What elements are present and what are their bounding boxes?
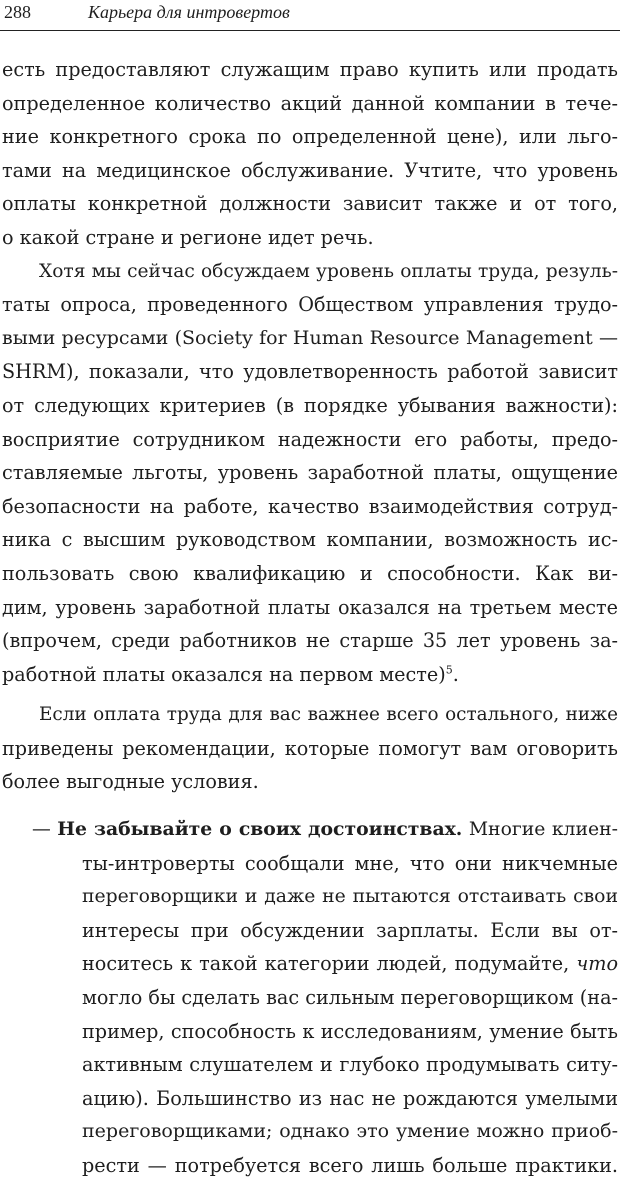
paragraph-2	[2, 255, 618, 692]
text-line: Хотя мы сейчас обсуждаем уровень оплаты труда, резуль-	[39, 260, 618, 282]
text-span: Многие клиен-	[462, 819, 618, 841]
em-dash: —	[32, 819, 58, 841]
text-line: активным слушателем и глубоко продумывать ситу-	[82, 1053, 618, 1077]
text-line: переговорщики и даже не пытаются отстаивать свои	[82, 886, 618, 908]
text-line: приведены рекомендации, которые помогут вам оговорить	[2, 736, 618, 760]
text-line	[2, 947, 618, 981]
text-line: SHRM), показали, что удовлетворенность работой зависит	[2, 360, 618, 384]
text-line: таты опроса, проведенного Обществом управления трудо-	[2, 293, 618, 317]
bold-lead: Не забывайте о своих достоинствах.	[57, 818, 463, 841]
text-line: ставляемые льготы, уровень заработной платы, ощущение	[2, 461, 618, 485]
page-number: 288	[4, 2, 31, 22]
text-line: интересы при обсуждении зарплаты. Если вы от-	[82, 918, 618, 942]
text-line: ты-интроверты сообщали мне, что они никчемные	[82, 851, 618, 875]
italic-word: что	[576, 952, 618, 976]
footnote-marker: 5	[445, 663, 453, 677]
text-line: дим, уровень заработной платы оказался на третьем месте	[2, 595, 618, 619]
text-line: пользовать свою квалификацию и способности. Как ви-	[2, 561, 618, 585]
running-title: Карьера для интровертов	[88, 2, 290, 22]
text-line: о какой стране и регионе идет речь.	[2, 225, 374, 249]
text-line: восприятие сотрудником надежности его работы, предо-	[2, 427, 618, 451]
text-span: носитесь к такой категории людей, подумайте,	[82, 952, 577, 976]
page-header	[0, 0, 620, 31]
text-line: рести — потребуется всего лишь больше практики.	[82, 1154, 618, 1177]
text-line: ние конкретного срока по определенной цене), или льго-	[2, 125, 618, 149]
list-item	[2, 813, 618, 1183]
text-line: есть предоставляют служащим право купить или продать	[2, 58, 618, 81]
text-line	[2, 813, 618, 847]
text-line: ацию). Большинство из нас не рождаются умелыми	[82, 1086, 618, 1110]
text-line: (впрочем, среди работников не старше 35 лет уровень за-	[2, 629, 618, 653]
paragraph-1	[2, 53, 618, 255]
text-line: определенное количество акций данной компании в тече-	[2, 91, 618, 115]
text-span: работной платы оказался на первом месте)	[2, 662, 446, 686]
text-line: оплаты конкретной должности зависит также и от того,	[2, 192, 618, 216]
text-line	[2, 658, 618, 692]
text-line: Если оплата труда для вас важнее всего остального, ниже	[39, 704, 618, 726]
text-line: от следующих критериев (в порядке убывания важности):	[2, 393, 618, 417]
text-line: безопасности на работе, качество взаимодействия сотруд-	[2, 494, 618, 518]
text-line: более выгодные условия.	[2, 770, 259, 794]
text-span: .	[452, 662, 459, 686]
text-line: могло бы сделать вас сильным переговорщиком (на-	[82, 986, 618, 1010]
text-line: пример, способность к исследованиям, умение быть	[82, 1019, 618, 1043]
text-line: переговорщиками; однако это умение можно приоб-	[82, 1120, 618, 1143]
text-line: выми ресурсами (Society for Human Resource Management —	[2, 326, 618, 349]
paragraph-3	[2, 698, 618, 799]
text-line: тами на медицинское обслуживание. Учтите, что уровень	[2, 158, 618, 182]
text-line: ника с высшим руководством компании, возможность ис-	[2, 528, 618, 552]
page-body	[2, 53, 618, 1183]
